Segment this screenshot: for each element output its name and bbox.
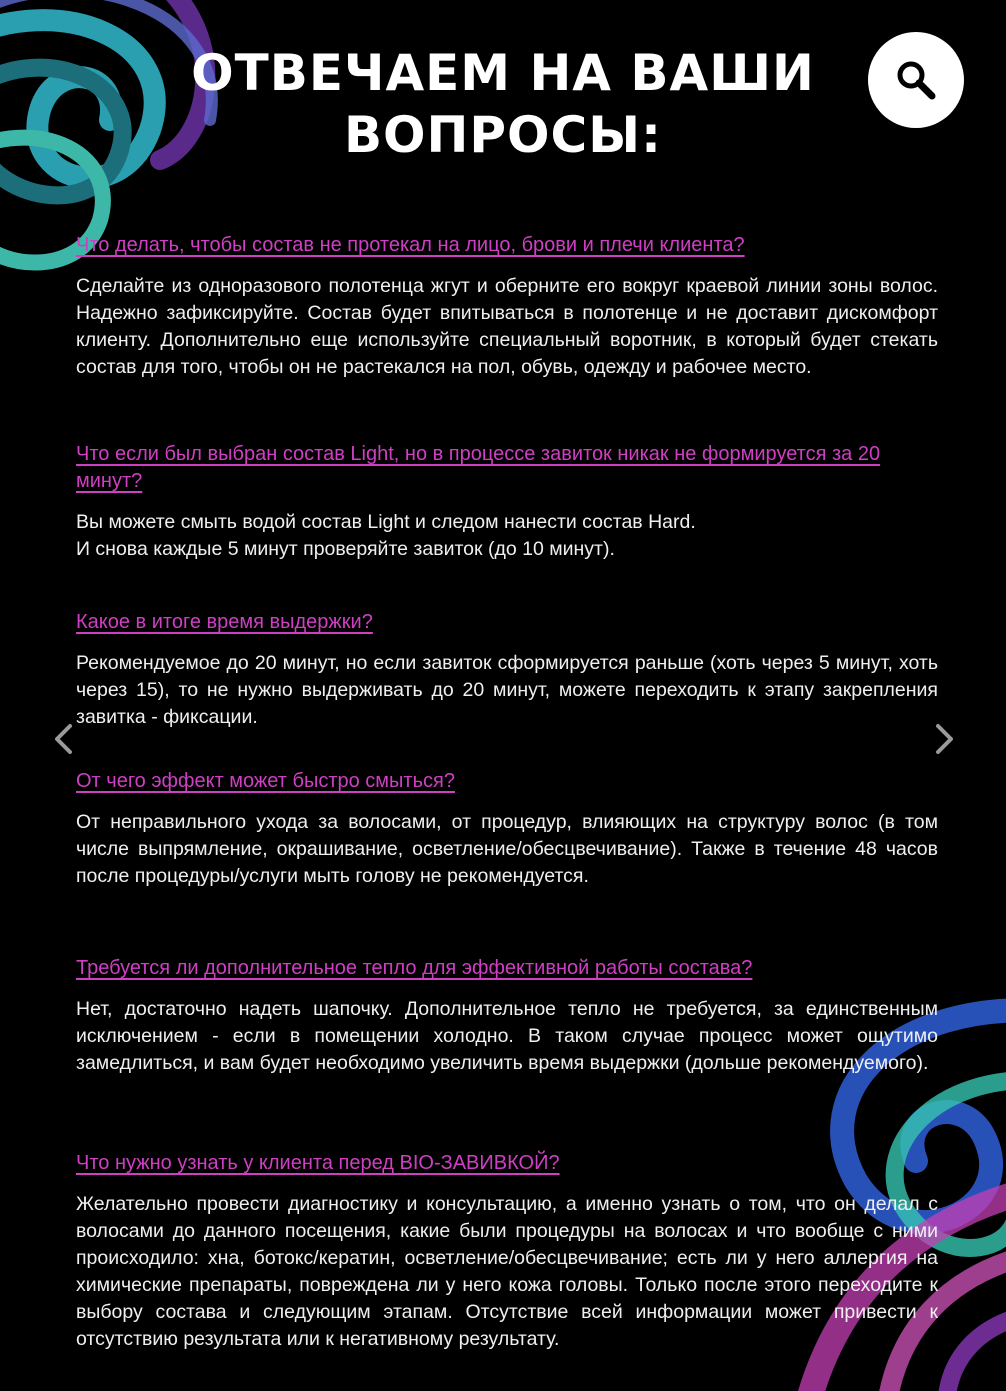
faq-answer: Сделайте из одноразового полотенца жгут и оберните его вокруг краевой линии зоны волос. Надежно зафиксируйте. Состав будет впитываться в полотенце и не доставит дискомфорт клиенту. Дополнительно еще используйте специальный воротник, в который будет стекать состав для того, чтобы он не растекался на пол, обувь, одежду и рабочее место. <box>76 275 938 378</box>
faq-answer: Рекомендуемое до 20 минут, но если завиток сформируется раньше (хоть через 5 минут, хоть через 15), то не нужно выдерживать до 20 минут, можете переходить к этапу закрепления завитка - фиксации. <box>76 652 938 728</box>
faq-item <box>76 609 938 731</box>
faq-answer: Нет, достаточно надеть шапочку. Дополнительное тепло не требуется, за единственным исключением - если в помещении холодно. В таком случае процесс может ощутимо замедлиться, и вам будет необходимо увеличить время выдержки (дольше рекомендуемого). <box>76 998 938 1074</box>
faq-answer: От неправильного ухода за волосами, от процедур, влияющих на структуру волос (в том числе выпрямление, окрашивание, осветление/обесцвечивание). Также в течение 48 часов после процедуры/услуги мыть голову не рекомендуется. <box>76 811 938 887</box>
page-title-line2: ВОПРОСЫ: <box>343 106 663 164</box>
search-icon <box>894 58 938 102</box>
faq-question[interactable]: Что делать, чтобы состав не протекал на лицо, брови и плечи клиента? <box>76 234 745 256</box>
page-title <box>0 42 1006 166</box>
faq-question[interactable]: Какое в итоге время выдержки? <box>76 611 373 633</box>
faq-item <box>76 1150 938 1353</box>
faq-item <box>76 441 938 563</box>
faq-question[interactable]: От чего эффект может быстро смыться? <box>76 770 455 792</box>
faq-answer-line: Вы можете смыть водой состав Light и следом нанести состав Hard. <box>76 511 696 533</box>
faq-answer: Желательно провести диагностику и консультацию, а именно узнать о том, что он делал с волосами до данного посещения, какие были процедуры на волосах и что вообще с ними происходило: хна, ботокс/кератин, осветление/обесцвечивание; есть ли у него аллергия на химические препараты, повреждена ли у него кожа головы. Только после этого переходите к выбору состава и следующим этапам. Отсутствие всей информации может привести к отсутствию результата или к негативному результату. <box>76 1193 938 1350</box>
faq-question[interactable]: Требуется ли дополнительное тепло для эффективной работы состава? <box>76 957 753 979</box>
faq-answer <box>76 509 938 563</box>
chevron-left-icon[interactable] <box>50 722 76 756</box>
faq-item <box>76 232 938 381</box>
faq-question[interactable]: Что если был выбран состав Light, но в процессе завиток никак не формируется за 20 минут? <box>76 443 881 492</box>
faq-item <box>76 768 938 890</box>
faq-answer-line: И снова каждые 5 минут проверяйте завиток (до 10 минут). <box>76 538 615 560</box>
page-title-line1: ОТВЕЧАЕМ НА ВАШИ <box>191 44 815 102</box>
search-button[interactable] <box>868 32 964 128</box>
faq-question[interactable]: Что нужно узнать у клиента перед BIO-ЗАВИВКОЙ? <box>76 1152 560 1174</box>
faq-item <box>76 955 938 1077</box>
